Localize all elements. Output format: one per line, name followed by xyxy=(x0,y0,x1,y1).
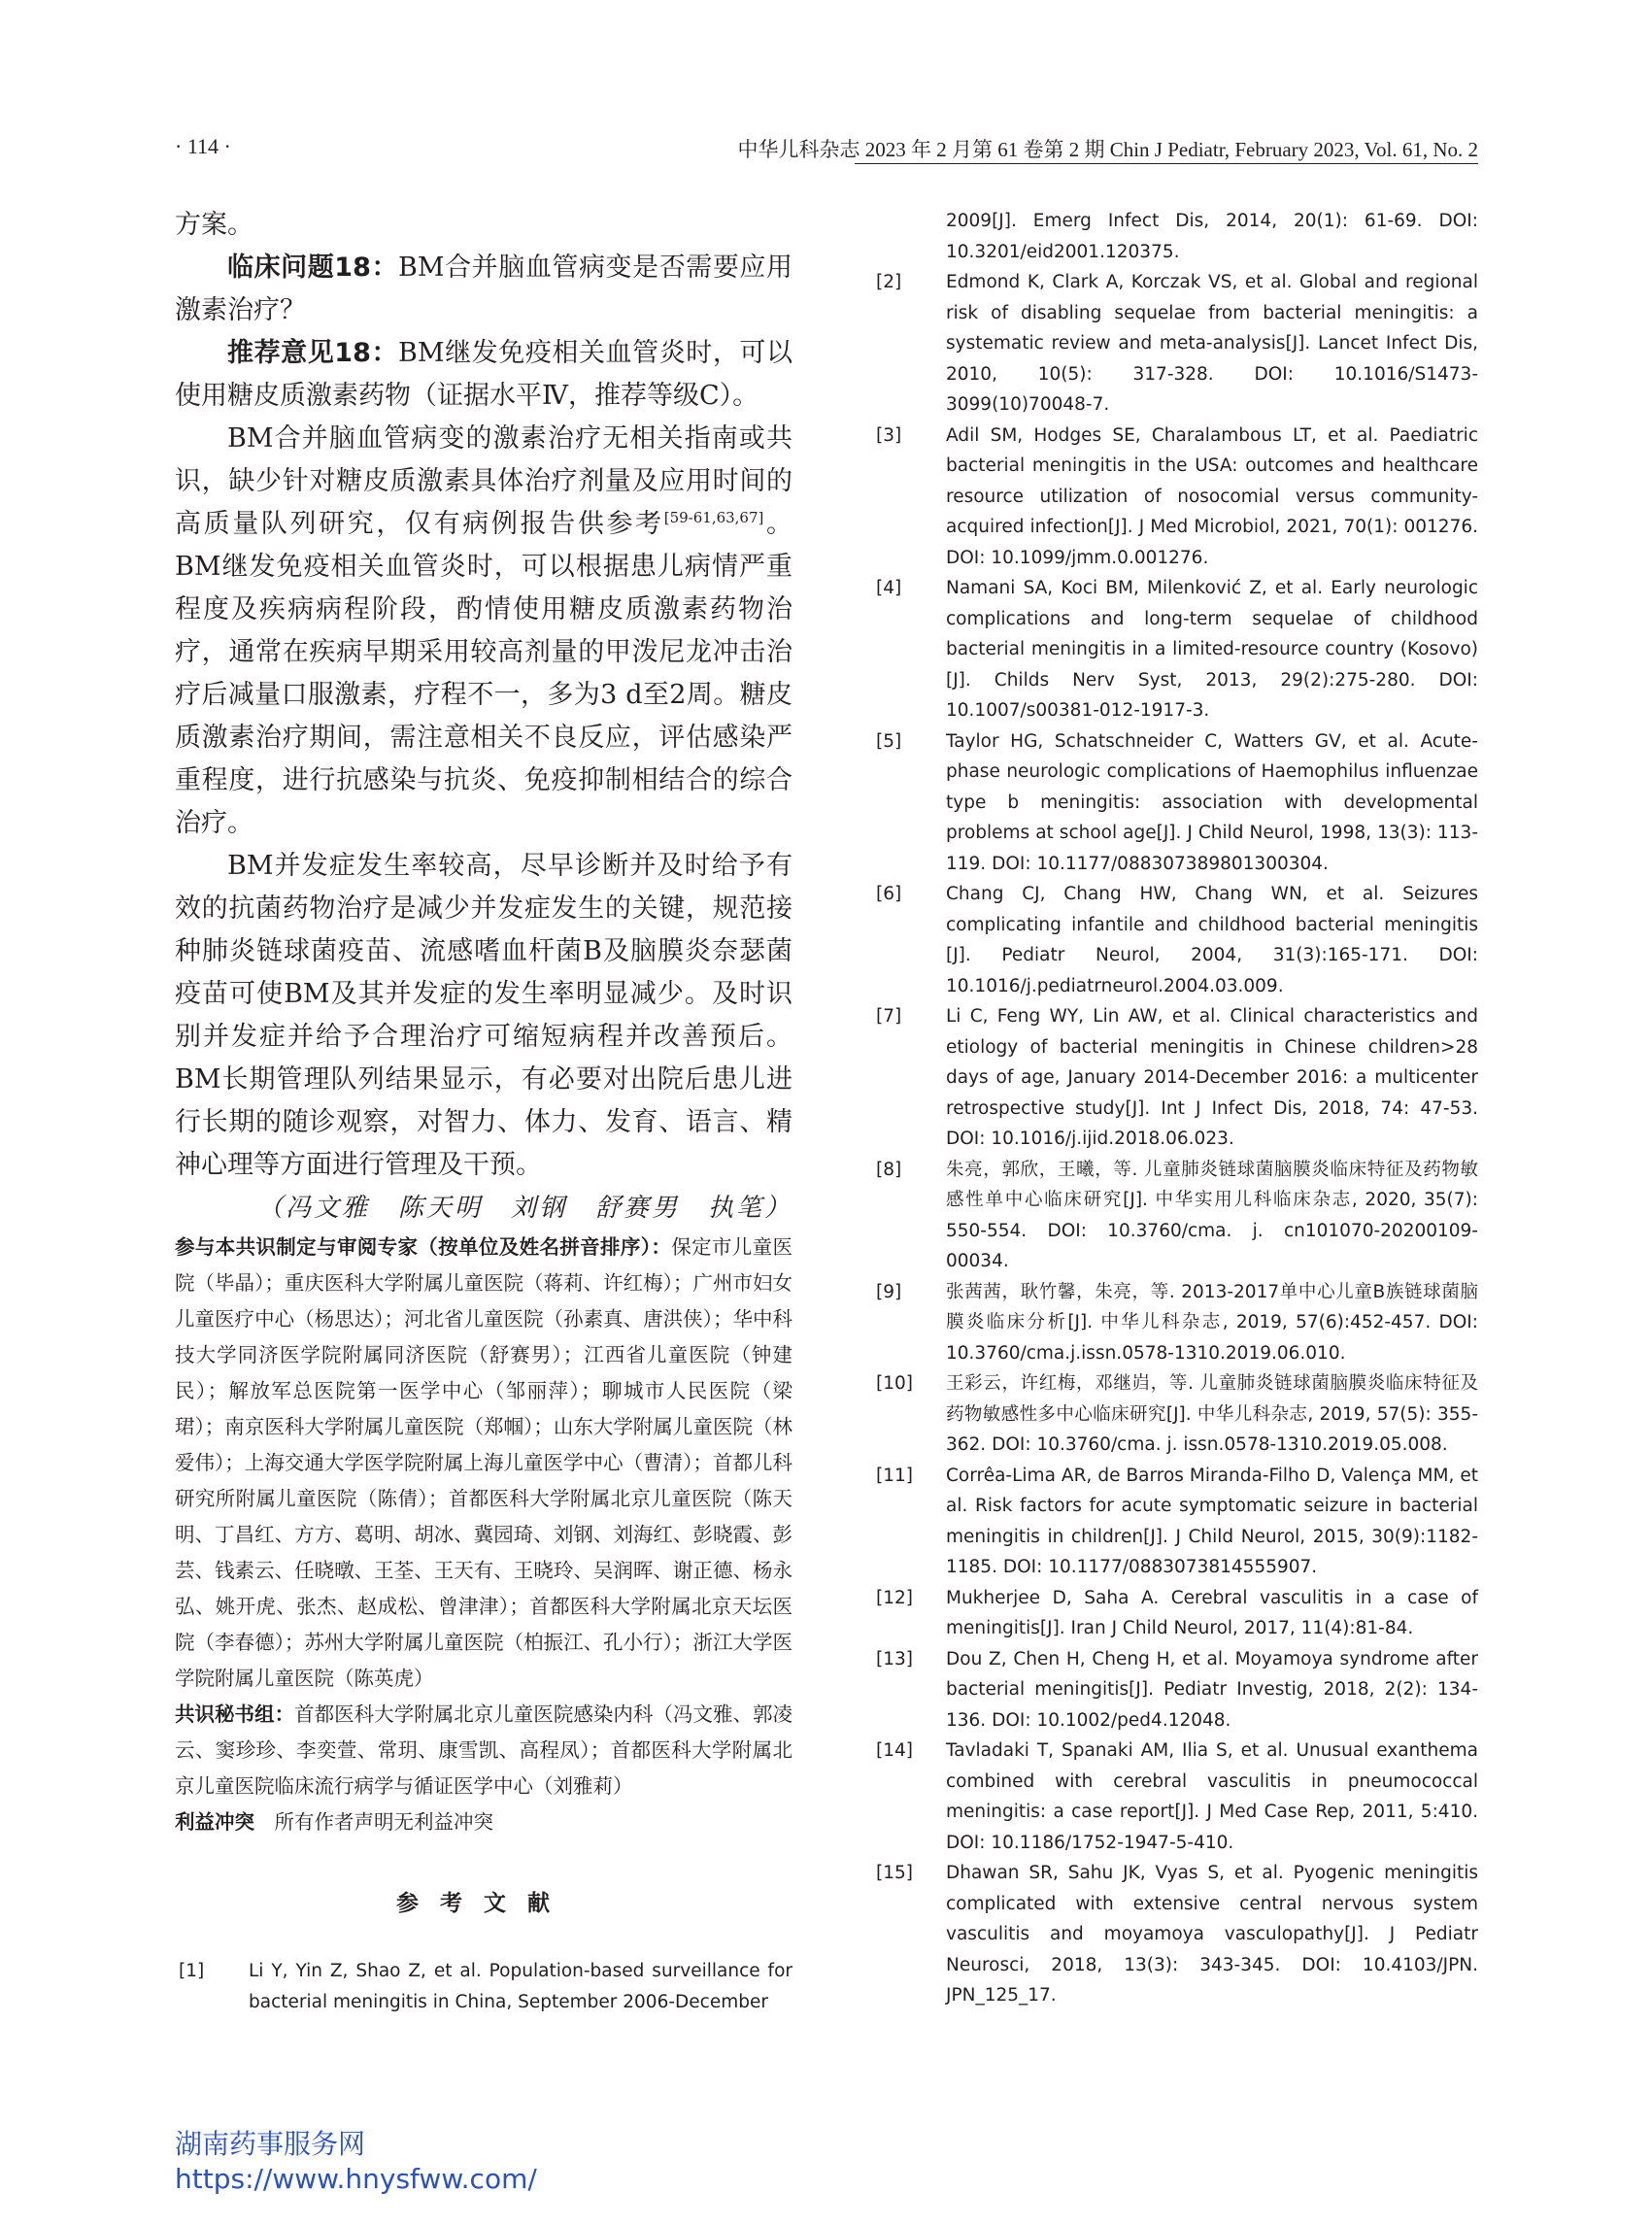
reference-item xyxy=(872,1277,1478,1369)
reference-text: 张茜茜，耿竹馨，朱亮，等. 2013-2017单中心儿童B族链球菌脑膜炎临床分析[J]. 中华儿科杂志, 2019, 57(6):452-457. DOI: 10.3760/cma.j.issn.0578-1310.2019.06.010. xyxy=(946,1281,1478,1364)
reference-number: [13] xyxy=(876,1648,913,1669)
reference-text: Adil SM, Hodges SE, Charalambous LT, et al. Paediatric bacterial meningitis in the USA: outcomes and healthcare resource utilization of nosocomial versus community-acquired infection[J]. J Med Microbiol, 2021, 70(1): 001276. DOI: 10.1099/jmm.0.001276. xyxy=(946,424,1478,568)
author-line: （冯文雅 陈天明 刘钢 舒赛男 执笔） xyxy=(256,1194,792,1223)
reference-number: [7] xyxy=(876,1006,902,1027)
reference-item xyxy=(175,1956,792,2017)
reference-item xyxy=(872,1858,1478,2011)
watermark xyxy=(175,2127,537,2197)
paragraph-text: 。BM继发免疫相关血管炎时，可以根据患儿病情严重程度及疾病病程阶段，酌情使用糖皮质激素药物治疗，通常在疾病早期采用较高剂量的甲泼尼龙冲击治疗后减量口服激素，疗程不一，多为3 d至2周。糖皮质激素治疗期间，需注意相关不良反应，评估感染严重程度，进行抗感染与抗炎、免疫抑制相结合的综合治疗。 xyxy=(175,509,793,838)
journal-citation: 中华儿科杂志 2023 年 2 月第 61 卷第 2 期 Chin J Pediatr, February 2023, Vol. 61, No. 2 xyxy=(737,138,1478,161)
watermark-site-name: 湖南药事服务网 xyxy=(175,2128,366,2160)
reference-number: [14] xyxy=(876,1740,913,1761)
reference-number: [5] xyxy=(876,730,902,752)
conflict-text: 所有作者声明无利益冲突 xyxy=(274,1810,493,1834)
watermark-url: https://www.hnysfww.com/ xyxy=(175,2163,537,2195)
reference-text: Li Y, Yin Z, Shao Z, et al. Population-based surveillance for bacterial meningitis in China, September 2006-December xyxy=(249,1961,792,2012)
header-rule xyxy=(855,163,1478,164)
left-column xyxy=(175,204,792,2017)
reference-text: Dhawan SR, Sahu JK, Vyas S, et al. Pyogenic meningitis complicated with extensive central nervous system vasculitis and moyamoya vasculopathy[J]. J Pediatr Neurosci, 2018, 13(3): 343-345. DOI: 10.4103/JPN. JPN_125_17. xyxy=(946,1863,1478,2006)
reference-text: Dou Z, Chen H, Cheng H, et al. Moyamoya syndrome after bacterial meningitis[J]. Pediatr Investig, 2018, 2(2): 134-136. DOI: 10.1002/ped4.12048. xyxy=(946,1648,1478,1731)
reference-item xyxy=(872,1155,1478,1277)
paragraph-complications: BM并发症发生率较高，尽早诊断并及时给予有效的抗菌药物治疗是减少并发症发生的关键，规范接种肺炎链球菌疫苗、流感嗜血杆菌B及脑膜炎奈瑟菌疫苗可使BM及其并发症的发生率明显减少。及时识别并发症并给予合理治疗可缩短病程并改善预后。BM长期管理队列结果显示，有必要对出院后患儿进行长期的随诊观察，对智力、体力、发育、语言、精神心理等方面进行管理及干预。 xyxy=(175,851,792,1180)
reference-text: Mukherjee D, Saha A. Cerebral vasculitis in a case of meningitis[J]. Iran J Child Neurol, 2017, 11(4):81-84. xyxy=(946,1587,1478,1638)
reference-text: Taylor HG, Schatschneider C, Watters GV, et al. Acute-phase neurologic complications of Haemophilus influenzae type b meningitis: association with developmental problems at school age[J]. J Child Neurol, 1998, 13(3): 113-119. DOI: 10.1177/088307389801300304. xyxy=(946,730,1478,874)
right-column xyxy=(872,206,1478,2011)
paragraph-continuation: 方案。 xyxy=(175,210,253,240)
reference-list xyxy=(872,267,1478,2011)
reference-number: [15] xyxy=(876,1863,913,1883)
conflict-paragraph xyxy=(175,1804,792,1840)
secretary-paragraph xyxy=(175,1697,792,1804)
clinical-question-18 xyxy=(175,247,792,332)
reference-number: [1] xyxy=(179,1961,205,1981)
reference-number: [3] xyxy=(876,424,902,446)
reference-number: [6] xyxy=(876,884,902,904)
recommendation-label: 推荐意见18： xyxy=(227,338,399,368)
references-heading: 参考文献 xyxy=(396,1891,571,1916)
reference-item xyxy=(872,267,1478,421)
paragraph-steroid-therapy xyxy=(175,418,792,845)
reference-text: Tavladaki T, Spanaki AM, Ilia S, et al. Unusual exanthema combined with cerebral vasculitis in pneumococcal meningitis: a case report[J]. J Med Case Rep, 2011, 5:410. DOI: 10.1186/1752-1947-5-410. xyxy=(946,1740,1478,1853)
reference-text: Chang CJ, Chang HW, Chang WN, et al. Seizures complicating infantile and childhood bacterial meningitis [J]. Pediatr Neurol, 2004, 31(3):165-171. DOI: 10.1016/j.pediatrneurol.2004.03.009. xyxy=(946,884,1478,996)
reference-text: Li C, Feng WY, Lin AW, et al. Clinical characteristics and etiology of bacterial meningitis in Chinese children>28 days of age, January 2014-December 2016: a multicenter retrospective study[J]. Int J Infect Dis, 2018, 74: 47-53. DOI: 10.1016/j.ijid.2018.06.023. xyxy=(946,1006,1478,1149)
reference-item xyxy=(872,726,1478,880)
reference-number: [12] xyxy=(876,1587,913,1608)
running-header xyxy=(175,134,1478,163)
reference-item xyxy=(872,1368,1478,1461)
question-text: BM合并脑血管病变是否需要应用激素治疗？ xyxy=(175,253,792,325)
experts-paragraph xyxy=(175,1230,792,1697)
experts-text: 保定市儿童医院（毕晶）；重庆医科大学附属儿童医院（蒋莉、许红梅）；广州市妇女儿童医疗中心（杨思达）；河北省儿童医院（孙素真、唐洪侠）；华中科技大学同济医学院附属同济医院（舒赛男）；江西省儿童医院（钟建民）；解放军总医院第一医学中心（邹丽萍）；聊城市人民医院（梁珺）；南京医科大学附属儿童医院（郑帼）；山东大学附属儿童医院（林爱伟）；上海交通大学医学院附属上海儿童医学中心（曹清）；首都儿科研究所附属儿童医院（陈倩）；首都医科大学附属北京儿童医院（陈天明、丁昌红、方方、葛明、胡冰、冀园琦、刘钢、刘海红、彭晓霞、彭芸、钱素云、任晓暾、王荃、王天有、王晓玲、吴润晖、谢正德、杨永弘、姚开虎、张杰、赵成松、曾津津）；首都医科大学附属北京天坛医院（李春德）；苏州大学附属儿童医院（柏振江、孔小行）；浙江大学医学院附属儿童医院（陈英虎） xyxy=(175,1235,793,1690)
reference-item xyxy=(872,573,1478,726)
reference-item xyxy=(872,1644,1478,1736)
secretary-text: 首都医科大学附属北京儿童医院感染内科（冯文雅、郭凌云、窦珍珍、李奕萱、常玥、康雪凯、高程凤）；首都医科大学附属北京儿童医院临床流行病学与循证医学中心（刘雅莉） xyxy=(175,1702,793,1798)
secretary-label: 共识秘书组： xyxy=(175,1702,295,1726)
reference-number: [2] xyxy=(876,272,902,292)
reference-text: Corrêa-Lima AR, de Barros Miranda-Filho D, Valença MM, et al. Risk factors for acute symptomatic seizure in bacterial meningitis in children[J]. J Child Neurol, 2015, 30(9):1182-1185. DOI: 10.1177/0883073814555907. xyxy=(946,1465,1478,1577)
reference-item-continued xyxy=(872,206,1478,267)
reference-item xyxy=(872,1736,1478,1858)
conflict-label: 利益冲突 xyxy=(175,1810,254,1834)
page-number: · 114 · xyxy=(175,134,231,158)
reference-number: [8] xyxy=(876,1159,902,1180)
reference-number: [11] xyxy=(876,1465,913,1486)
reference-text: Edmond K, Clark A, Korczak VS, et al. Global and regional risk of disabling sequelae from bacterial meningitis: a systematic review and meta-analysis[J]. Lancet Infect Dis, 2010, 10(5): 317-328. DOI: 10.1016/S1473-3099(10)70048-7. xyxy=(946,272,1478,415)
reference-item xyxy=(872,1461,1478,1583)
reference-item xyxy=(872,1583,1478,1644)
reference-text: Namani SA, Koci BM, Milenković Z, et al. Early neurologic complications and long-term sequelae of childhood bacterial meningitis in a limited-resource country (Kosovo)[J]. Childs Nerv Syst, 2013, 29(2):275-280. DOI: 10.1007/s00381-012-1917-3. xyxy=(946,578,1478,721)
reference-item xyxy=(872,1001,1478,1155)
reference-number: [9] xyxy=(876,1281,902,1302)
reference-item xyxy=(872,879,1478,1001)
recommendation-text: BM继发免疫相关血管炎时，可以使用糖皮质激素药物（证据水平Ⅳ，推荐等级C）。 xyxy=(175,338,792,411)
reference-item xyxy=(872,421,1478,574)
reference-text: 朱亮，郭欣，王曦，等. 儿童肺炎链球菌脑膜炎临床特征及药物敏感性单中心临床研究[J]. 中华实用儿科临床杂志, 2020, 35(7): 550-554. DOI: 10.3760/cma. j. cn101070-20200109-00034. xyxy=(946,1159,1478,1271)
recommendation-18 xyxy=(175,332,792,418)
citation-superscript: [59-61,63,67] xyxy=(663,509,764,526)
reference-number: [4] xyxy=(876,578,902,598)
paragraph-text: BM合并脑血管病变的激素治疗无相关指南或共识，缺少针对糖皮质激素具体治疗剂量及应用时间的高质量队列研究，仅有病例报告供参考 xyxy=(175,423,792,539)
experts-label: 参与本共识制定与审阅专家（按单位及姓名拼音排序）： xyxy=(175,1235,672,1259)
question-label: 临床问题18： xyxy=(227,253,399,283)
reference-text: 2009[J]. Emerg Infect Dis, 2014, 20(1): 61-69. DOI: 10.3201/eid2001.120375. xyxy=(946,211,1478,262)
reference-text: 王彩云，许红梅，邓继岿，等. 儿童肺炎链球菌脑膜炎临床特征及药物敏感性多中心临床研究[J]. 中华儿科杂志, 2019, 57(5): 355-362. DOI: 10.3760/cma. j. issn.0578-1310.2019.05.008. xyxy=(946,1373,1478,1455)
reference-number: [10] xyxy=(876,1373,913,1394)
